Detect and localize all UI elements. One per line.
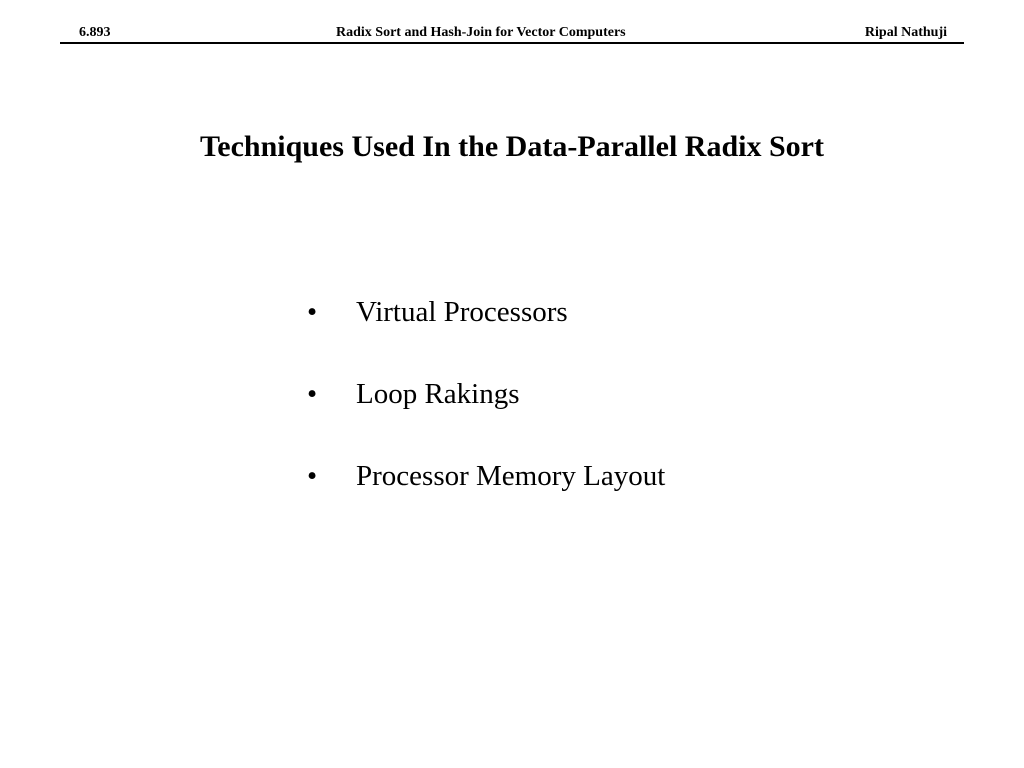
header-title: Radix Sort and Hash-Join for Vector Computers [336,25,626,40]
bullet-text: Processor Memory Layout [356,460,666,492]
bullet-text: Virtual Processors [356,296,568,328]
course-number: 6.893 [79,25,111,40]
author-name: Ripal Nathuji [864,25,947,40]
slide-title: Techniques Used In the Data-Parallel Radix Sort [200,130,824,163]
slide-header [60,22,964,44]
bullet-icon: • [307,378,318,410]
bullet-text: Loop Rakings [356,378,520,410]
header-divider [60,42,964,44]
bullet-icon: • [307,460,318,492]
bullet-icon: • [307,296,318,328]
